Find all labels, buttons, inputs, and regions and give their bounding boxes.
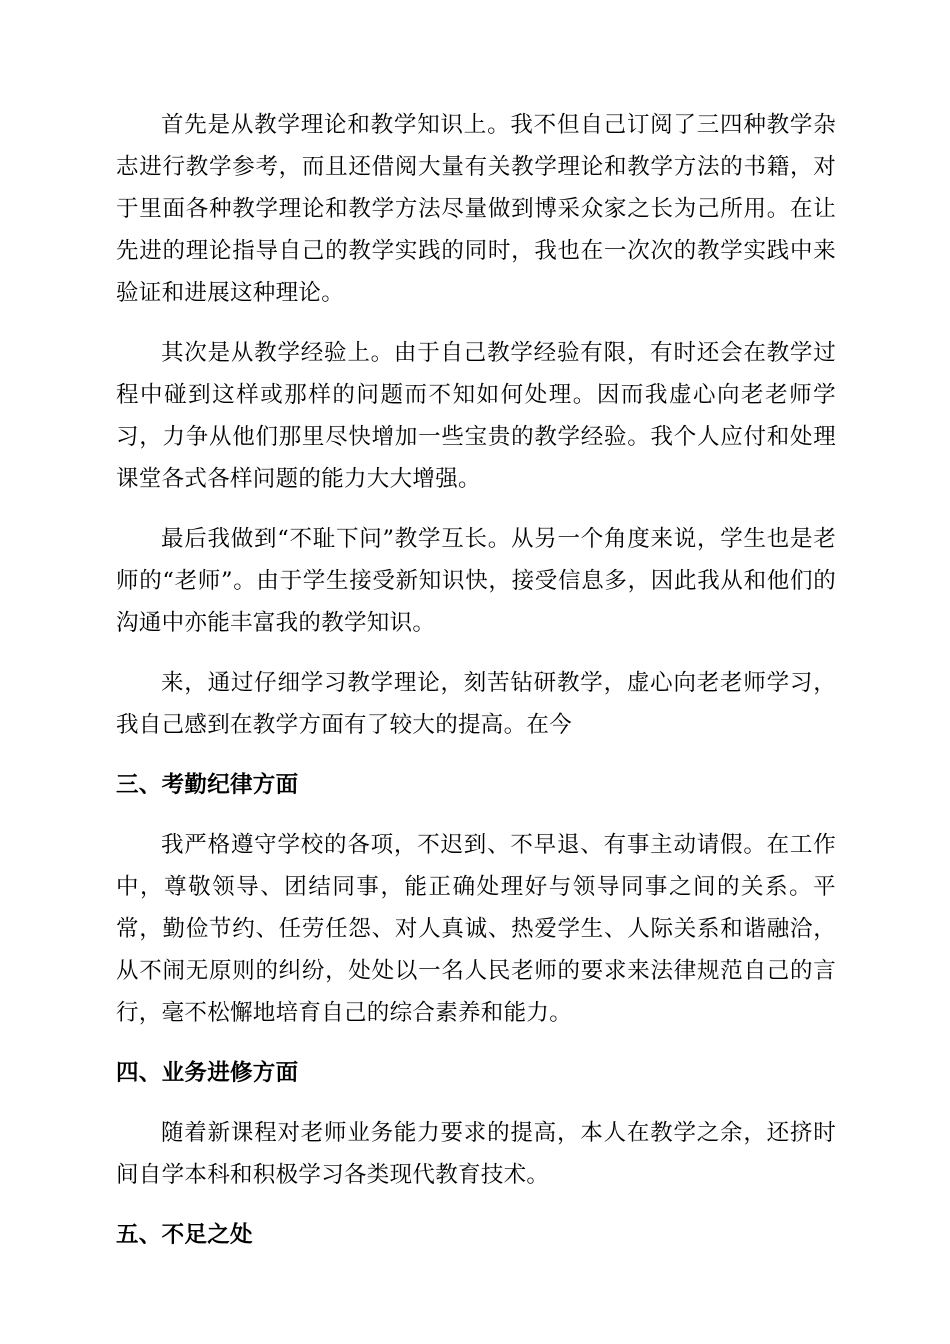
section-heading-attendance: 三、考勤纪律方面 <box>116 772 299 798</box>
paragraph-gap <box>116 746 836 764</box>
document-page <box>116 104 836 1256</box>
paragraph-attendance: 我严格遵守学校的各项，不迟到、不早退、有事主动请假。在工作中，尊敬领导、团结同事，能正确处理好与领导同事之间的关系。平常，勤俭节约、任劳任怨、对人真诚、热爱学生、人际关系和谐融洽，从不闹无原则的纠纷，处处以一名人民老师的要求来法律规范自己的言行，毫不松懈地培育自己的综合素养和能力。 <box>116 832 836 1026</box>
paragraph-gap <box>116 1196 836 1214</box>
paragraph-ask-students: 最后我做到“不耻下问”教学互长。从另一个角度来说，学生也是老师的“老师”。由于学生接受新知识快，接受信息多，因此我从和他们的沟通中亦能丰富我的教学知识。 <box>116 526 836 636</box>
paragraph-teaching-theory: 首先是从教学理论和教学知识上。我不但自己订阅了三四种教学杂志进行教学参考，而且还借阅大量有关教学理论和教学方法的书籍，对于里面各种教学理论和教学方法尽量做到博采众家之长为己所用。在让先进的理论指导自己的教学实践的同时，我也在一次次的教学实践中来验证和进展这种理论。 <box>116 112 836 306</box>
section-heading-professional-development: 四、业务进修方面 <box>116 1060 299 1086</box>
paragraph-gap <box>116 1094 836 1112</box>
paragraph-gap <box>116 644 836 662</box>
paragraph-gap <box>116 806 836 824</box>
paragraph-professional-development: 随着新课程对老师业务能力要求的提高，本人在教学之余，还挤时间自学本科和积极学习各类现代教育技术。 <box>116 1120 836 1188</box>
paragraph-gap <box>116 500 836 518</box>
paragraph-summary: 来，通过仔细学习教学理论，刻苦钻研教学，虚心向老老师学习，我自己感到在教学方面有了较大的提高。在今 <box>116 670 836 738</box>
section-heading-shortcomings: 五、不足之处 <box>116 1222 253 1248</box>
paragraph-teaching-experience: 其次是从教学经验上。由于自己教学经验有限，有时还会在教学过程中碰到这样或那样的问题而不知如何处理。因而我虚心向老老师学习，力争从他们那里尽快增加一些宝贵的教学经验。我个人应付和处理课堂各式各样问题的能力大大增强。 <box>116 340 836 492</box>
paragraph-gap <box>116 314 836 332</box>
paragraph-gap <box>116 1034 836 1052</box>
